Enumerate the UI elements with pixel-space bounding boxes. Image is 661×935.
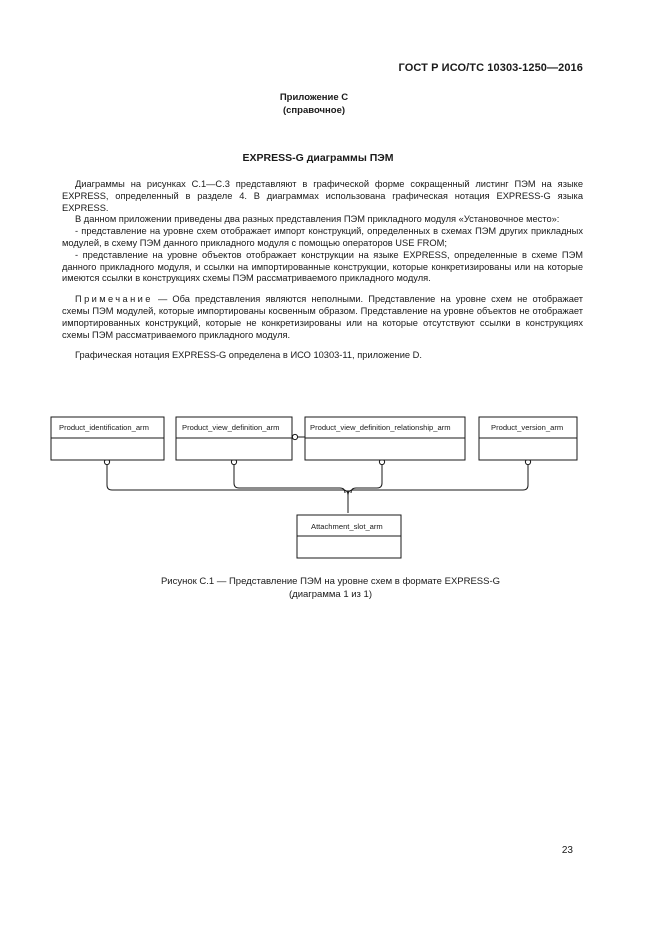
body-text [62,179,583,362]
box-product-view-definition-relationship [305,417,465,460]
annex-heading [0,91,628,117]
figure-caption-title: Рисунок С.1 — Представление ПЭМ на уровне схем в формате EXPRESS-G [160,576,501,587]
paragraph-3: - представление на уровне схем отображает импорт конструкций, определенных в схемах ПЭМ других прикладных модулей, в схему ПЭМ данного прикладного модуля с помощью операторов USE FROM; [62,226,583,248]
box-label-attachment-slot: Attachment_slot_arm [311,522,383,531]
section-title: EXPRESS-G диаграммы ПЭМ [242,152,394,164]
figure-caption [0,576,661,601]
note-paragraph [62,294,583,341]
box-label-product-view-definition: Product_view_definition_arm [182,423,280,432]
link-version [348,460,528,495]
box-label-product-view-definition-relationship: Product_view_definition_relationship_arm [310,423,451,432]
link-view-definition [234,460,345,493]
standard-code: ГОСТ Р ИСО/ТС 10303-1250—2016 [398,62,583,74]
annex-subtitle: (справочное) [282,105,346,116]
express-g-diagram [0,380,661,570]
annex-title: Приложение С [279,92,349,103]
note-label: Примечание [75,294,153,305]
paragraph-5: Графическая нотация EXPRESS-G определена в ИСО 10303-11, приложение D. [75,350,422,361]
note-text: — Оба представления являются неполными. Представление на уровне схем не отображает схемы ПЭМ модулей, которые импортированы косвенным образом. Представление на уровне объектов не отображает импортированных конструкций, которые не конкретизированы или на которые отсутствуют ссылки в конструкциях схемы ПЭМ рассматриваемого прикладного модуля. [62,294,583,340]
link-identification [107,460,348,495]
page-number: 23 [561,845,573,856]
paragraph-2: В данном приложении приведены два разных представления ПЭМ прикладного модуля «Установочное место»: [75,214,560,225]
link-relationship [351,460,382,493]
paragraph-4: - представление на уровне объектов отображает конструкции на языке EXPRESS, определенные в схеме ПЭМ данного прикладного модуля, и ссылки на импортированные конструкции, которые конкретизированы или на которые имеются ссылки в конструкциях схемы ПЭМ рассматриваемого прикладного модуля. [62,249,583,284]
circle-view-link [292,434,297,439]
box-label-product-version: Product_version_arm [491,423,564,432]
figure-caption-subtitle: (диаграмма 1 из 1) [289,588,372,600]
box-product-version [479,417,577,460]
box-attachment-slot [297,515,401,558]
paragraph-1: Диаграммы на рисунках С.1—С.3 представляют в графической форме сокращенный листинг ПЭМ на языке EXPRESS, определенный в разделе 4. В диаграммах использована графическая нотация EXPRESS-G языка EXPRESS. [62,179,583,213]
box-product-identification [51,417,164,460]
box-label-product-identification: Product_identification_arm [59,423,149,432]
box-product-view-definition [176,417,292,460]
